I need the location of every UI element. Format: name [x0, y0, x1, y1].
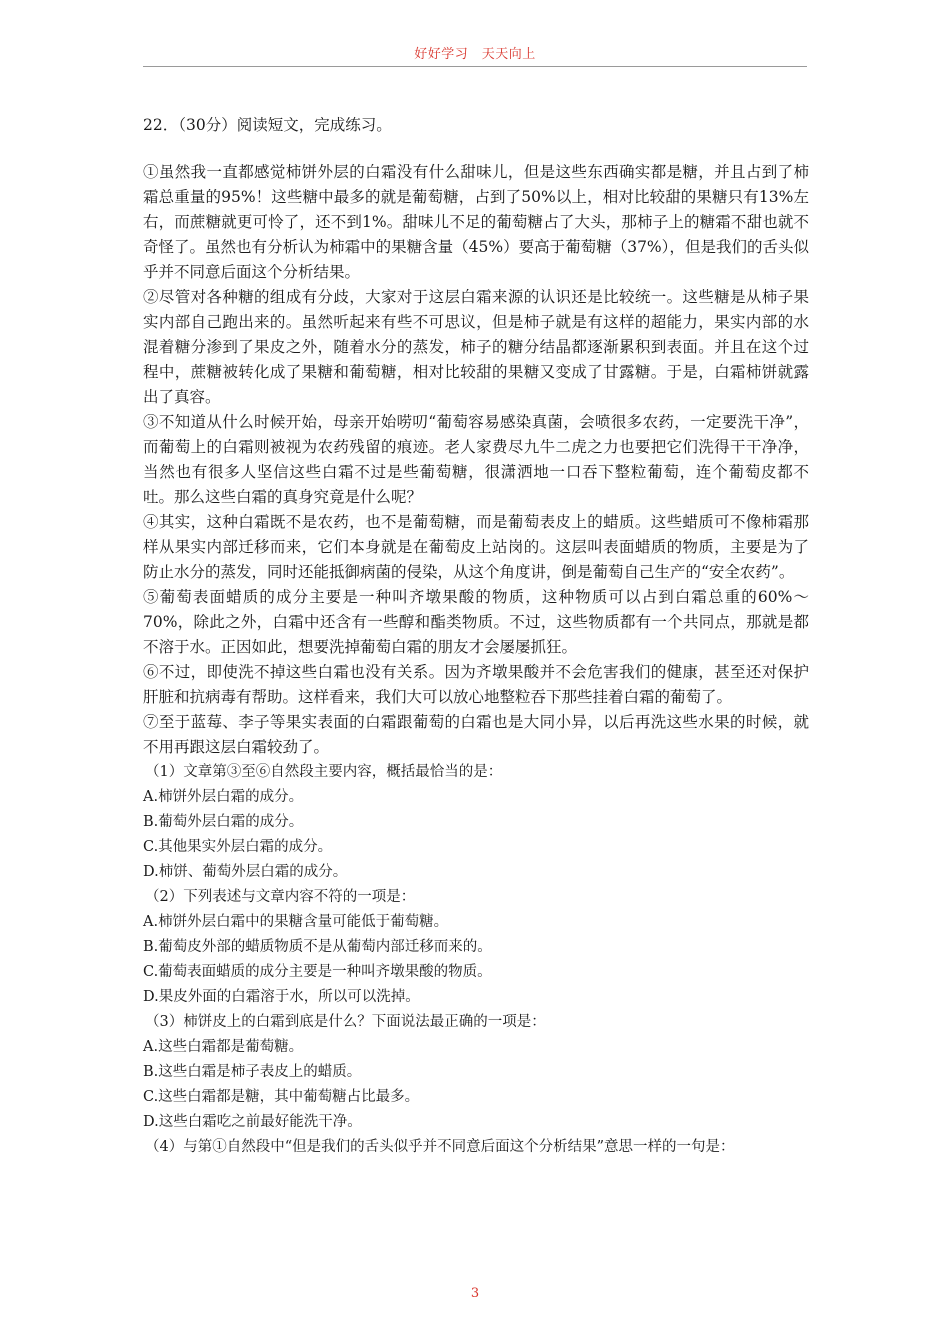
passage-paragraph-1: ①虽然我一直都感觉柿饼外层的白霜没有什么甜味儿，但是这些东西确实都是糖，并且占到了柿霜总重量的95%！这些糖中最多的就是葡萄糖，占到了50%以上，相对比较甜的果糖只有13%左右，而蔗糖就更可怜了，还不到1%。甜味儿不足的葡萄糖占了大头，那柿子上的糖霜不甜也就不奇怪了。虽然也有分析认为柿霜中的果糖含量（45%）要高于葡萄糖（37%），但是我们的舌头似乎并不同意后面这个分析结果。 [143, 163, 809, 281]
answer-option-d: D.果皮外面的白霜溶于水，所以可以洗掉。 [143, 989, 420, 1005]
question-stem: （2）下列表述与文章内容不符的一项是： [145, 889, 416, 905]
passage-paragraph-5: ⑤葡萄表面蜡质的成分主要是一种叫齐墩果酸的物质，这种物质可以占到白霜总重的60%～70%，除此之外，白霜中还含有一些醇和酯类物质。不过，这些物质都有一个共同点，那就是都不溶于水。正因如此，想要洗掉葡萄白霜的朋友才会屡屡抓狂。 [143, 588, 809, 656]
passage-paragraph-6: ⑥不过，即使洗不掉这些白霜也没有关系。因为齐墩果酸并不会危害我们的健康，甚至还对保护肝脏和抗病毒有帮助。这样看来，我们大可以放心地整粒吞下那些挂着白霜的葡萄了。 [143, 663, 809, 706]
header-divider [143, 66, 807, 67]
question-stem: （1）文章第③至⑥自然段主要内容，概括最恰当的是： [145, 764, 503, 780]
question-title: 22．（30分）阅读短文，完成练习。 [143, 116, 392, 134]
answer-option-c: C.这些白霜都是糖，其中葡萄糖占比最多。 [143, 1089, 420, 1105]
answer-option-d: D.柿饼、葡萄外层白霜的成分。 [143, 864, 348, 880]
answer-option-a: A.柿饼外层白霜中的果糖含量可能低于葡萄糖。 [143, 914, 449, 930]
answer-option-a: A.柿饼外层白霜的成分。 [143, 789, 304, 805]
answer-option-b: B.这些白霜是柿子表皮上的蜡质。 [143, 1064, 362, 1080]
answer-option-b: B.葡萄外层白霜的成分。 [143, 814, 304, 830]
passage-paragraph-7: ⑦至于蓝莓、李子等果实表面的白霜跟葡萄的白霜也是大同小异，以后再洗这些水果的时候，就不用再跟这层白霜较劲了。 [143, 713, 809, 756]
answer-option-c: C.其他果实外层白霜的成分。 [143, 839, 333, 855]
sub-question-2 [143, 885, 809, 1010]
page-content [143, 113, 809, 1160]
question-stem: （4）与第①自然段中“但是我们的舌头似乎并不同意后面这个分析结果”意思一样的一句是： [145, 1139, 735, 1155]
answer-option-b: B.葡萄皮外部的蜡质物质不是从葡萄内部迁移而来的。 [143, 939, 492, 955]
answer-option-a: A.这些白霜都是葡萄糖。 [143, 1039, 304, 1055]
passage-paragraph-4: ④其实，这种白霜既不是农药，也不是葡萄糖，而是葡萄表皮上的蜡质。这些蜡质可不像柿霜那样从果实内部迁移而来，它们本身就是在葡萄皮上站岗的。这层叫表面蜡质的物质，主要是为了防止水分的蒸发，同时还能抵御病菌的侵染，从这个角度讲，倒是葡萄自己生产的“安全农药”。 [143, 513, 809, 581]
sub-question-3 [143, 1010, 809, 1135]
page-header: 好好学习 天天向上 [414, 47, 536, 62]
question-stem: （3）柿饼皮上的白霜到底是什么？下面说法最正确的一项是： [145, 1014, 546, 1030]
page-number: 3 [470, 1286, 480, 1301]
answer-option-d: D.这些白霜吃之前最好能洗干净。 [143, 1114, 362, 1130]
passage-paragraph-3: ③不知道从什么时候开始，母亲开始唠叨“葡萄容易感染真菌，会喷很多农药，一定要洗干净”，而葡萄上的白霜则被视为农药残留的痕迹。老人家费尽九牛二虎之力也要把它们洗得干干净净，当然也有很多人坚信这些白霜不过是些葡萄糖，很潇洒地一口吞下整粒葡萄，连个葡萄皮都不吐。那么这些白霜的真身究竟是什么呢？ [143, 413, 809, 506]
spacer [143, 138, 809, 160]
passage-paragraph-2: ②尽管对各种糖的组成有分歧，大家对于这层白霜来源的认识还是比较统一。这些糖是从柿子果实内部自己跑出来的。虽然听起来有些不可思议，但是柿子就是有这样的超能力，果实内部的水混着糖分渗到了果皮之外，随着水分的蒸发，柿子的糖分结晶都逐渐累积到表面。并且在这个过程中，蔗糖被转化成了果糖和葡萄糖，相对比较甜的果糖又变成了甘露糖。于是，白霜柿饼就露出了真容。 [143, 288, 809, 406]
answer-option-c: C.葡萄表面蜡质的成分主要是一种叫齐墩果酸的物质。 [143, 964, 492, 980]
sub-question-4 [143, 1135, 809, 1160]
reading-passage [143, 160, 809, 760]
sub-question-1 [143, 760, 809, 885]
